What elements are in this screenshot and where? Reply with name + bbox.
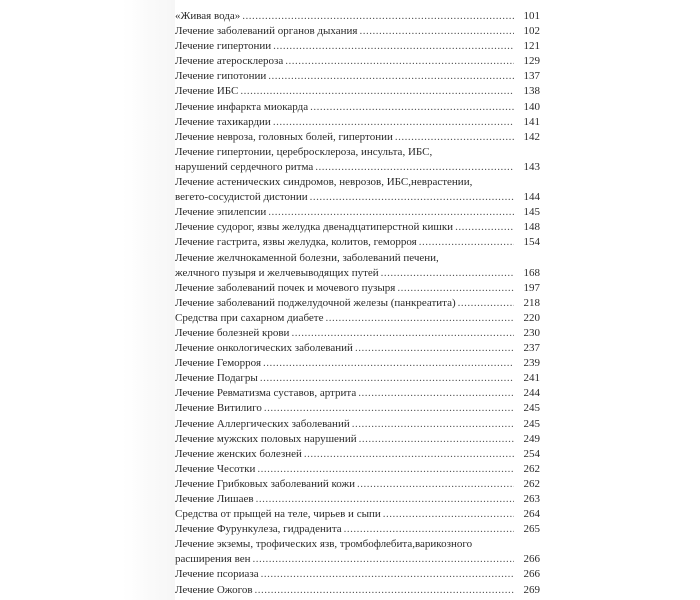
toc-entry-page: 254	[523, 447, 540, 460]
toc-dot-leader	[355, 341, 514, 356]
toc-entry-line	[175, 9, 540, 24]
toc-dot-leader	[315, 160, 514, 175]
toc-entry-page: 144	[523, 191, 540, 204]
toc-dot-leader	[360, 24, 515, 39]
toc-dot-leader	[268, 205, 514, 220]
toc-entry	[175, 386, 540, 401]
toc-entry-line	[175, 462, 540, 477]
toc-entry-page: 168	[523, 266, 540, 279]
toc-entry	[175, 39, 540, 54]
toc-entry-title: Лечение заболеваний почек и мочевого пузыря	[175, 281, 396, 294]
toc-entry-page: 237	[523, 342, 540, 355]
toc-entry-line	[175, 432, 540, 447]
toc-entry-line	[175, 24, 540, 39]
toc-entry	[175, 100, 540, 115]
toc-entry-page: 265	[523, 523, 540, 536]
toc-entry-page: 143	[523, 160, 540, 173]
toc-entry-line	[175, 417, 540, 432]
toc-entry	[175, 507, 540, 522]
toc-entry-title-first-line: Лечение экземы, трофических язв, тромбофлебита,варикозного	[175, 538, 473, 551]
toc-entry	[175, 432, 540, 447]
toc-entry-line	[175, 190, 540, 205]
toc-entry	[175, 417, 540, 432]
toc-entry-title: Лечение болезней крови	[175, 326, 290, 339]
toc-entry-title: Лечение Грибковых заболеваний кожи	[175, 477, 355, 490]
toc-entry-page: 264	[523, 508, 540, 521]
toc-entry-page: 239	[523, 357, 540, 370]
toc-dot-leader	[325, 311, 514, 326]
toc-entry-page: 249	[523, 432, 540, 445]
toc-entry	[175, 311, 540, 326]
toc-dot-leader	[242, 9, 514, 24]
toc-entry	[175, 9, 540, 24]
toc-entry-page: 141	[523, 115, 540, 128]
toc-dot-leader	[344, 522, 514, 537]
toc-entry	[175, 522, 540, 537]
toc-entry-page: 101	[523, 10, 540, 22]
toc-entry-line	[175, 507, 540, 522]
toc-entry-title: Лечение мужских половых нарушений	[175, 432, 357, 445]
toc-entry	[175, 567, 540, 582]
toc-entry-title: вегето-сосудистой дистонии	[175, 191, 308, 204]
toc-entry-page: 230	[523, 326, 540, 339]
toc-entry-line	[175, 386, 540, 401]
toc-entry-title: Лечение заболеваний поджелудочной железы (панкреатита)	[175, 296, 456, 309]
toc-entry-line	[175, 477, 540, 492]
toc-dot-leader	[310, 100, 514, 115]
toc-entry-line	[175, 447, 540, 462]
toc-entry-page: 137	[523, 70, 540, 83]
toc-entry-line	[175, 567, 540, 582]
toc-entry-line	[175, 205, 540, 220]
toc-entry-line	[175, 84, 540, 99]
toc-entry	[175, 492, 540, 507]
toc-entry-page: 241	[523, 372, 540, 385]
toc-entry-line	[175, 130, 540, 145]
toc-dot-leader	[458, 296, 514, 311]
toc-dot-leader	[455, 220, 514, 235]
toc-entry-page: 138	[523, 85, 540, 98]
toc-dot-leader	[253, 552, 515, 567]
toc-entry-line	[175, 235, 540, 250]
toc-entry-title: Лечение Подагры	[175, 372, 258, 385]
toc-entry-title: Лечение Ревматизма суставов, артрита	[175, 387, 357, 400]
toc-entry-line	[175, 39, 540, 54]
page-gutter	[0, 0, 175, 600]
toc-entry-title: Лечение гипотонии	[175, 70, 267, 83]
toc-dot-leader	[395, 130, 514, 145]
toc-dot-leader	[310, 190, 514, 205]
table-of-contents	[175, 9, 540, 598]
toc-entry-title: Лечение Чесотки	[175, 462, 256, 475]
toc-entry-title: Лечение невроза, головных болей, гипертонии	[175, 130, 393, 143]
toc-entry	[175, 175, 540, 205]
toc-entry-page: 142	[523, 130, 540, 143]
toc-entry-title: Лечение Фурункулеза, гидраденита	[175, 523, 342, 536]
toc-entry	[175, 477, 540, 492]
toc-entry-title: Лечение Лишаев	[175, 493, 254, 505]
toc-entry	[175, 281, 540, 296]
toc-entry-line	[175, 115, 540, 130]
toc-entry-title: Лечение Геморроя	[175, 357, 262, 370]
toc-entry	[175, 296, 540, 311]
toc-entry-page: 220	[523, 311, 540, 324]
toc-entry-page: 262	[523, 477, 540, 490]
toc-entry-page: 244	[523, 387, 540, 400]
toc-entry-title: Лечение эпилепсии	[175, 206, 267, 219]
toc-dot-leader	[261, 567, 514, 582]
toc-entry-page: 269	[523, 583, 540, 596]
toc-entry-page: 266	[523, 553, 540, 566]
toc-entry-line	[175, 160, 540, 175]
toc-entry	[175, 447, 540, 462]
toc-dot-leader	[285, 54, 514, 69]
toc-dot-leader	[255, 583, 514, 598]
toc-entry-line	[175, 311, 540, 326]
toc-entry-page: 129	[523, 55, 540, 68]
toc-entry-line	[175, 341, 540, 356]
toc-entry-title-first-line: Лечение астенических синдромов, неврозов, ИБС,неврастении,	[175, 176, 473, 189]
toc-entry	[175, 462, 540, 477]
toc-entry	[175, 84, 540, 99]
toc-entry-page: 154	[523, 236, 540, 249]
toc-dot-leader	[256, 492, 514, 507]
toc-entry	[175, 235, 540, 250]
toc-entry-page: 140	[523, 100, 540, 113]
toc-entry-line	[175, 296, 540, 311]
toc-entry	[175, 130, 540, 145]
toc-entry	[175, 145, 540, 175]
toc-entry-title: Лечение женских болезней	[175, 447, 302, 460]
toc-entry	[175, 371, 540, 386]
toc-entry	[175, 326, 540, 341]
toc-entry-title: Лечение атеросклероза	[175, 55, 284, 68]
toc-entry-line	[175, 69, 540, 84]
toc-entry	[175, 220, 540, 235]
toc-dot-leader	[260, 371, 514, 386]
toc-entry	[175, 401, 540, 416]
toc-entry-page: 148	[523, 221, 540, 234]
toc-entry-page: 245	[523, 417, 540, 430]
toc-entry-page: 266	[523, 568, 540, 581]
toc-entry-page: 121	[523, 40, 540, 53]
toc-entry-title: Лечение онкологических заболеваний	[175, 342, 353, 355]
toc-entry-line	[175, 100, 540, 115]
toc-dot-leader	[264, 401, 514, 416]
toc-dot-leader	[419, 235, 514, 250]
toc-entry-title: расширения вен	[175, 553, 251, 566]
toc-entry-line	[175, 401, 540, 416]
toc-entry	[175, 251, 540, 281]
toc-entry-line	[175, 220, 540, 235]
toc-entry-title: Лечение судорог, язвы желудка двенадцатиперстной кишки	[175, 221, 454, 234]
toc-entry-title: Лечение Ожогов	[175, 583, 253, 596]
toc-dot-leader	[273, 115, 514, 130]
toc-entry-title: Средства при сахарном диабете	[175, 311, 324, 324]
toc-dot-leader	[257, 462, 514, 477]
toc-entry-title: «Живая вода»	[175, 10, 241, 22]
toc-entry-title: Лечение тахикардии	[175, 115, 271, 128]
toc-entry-title: Лечение Аллергических заболеваний	[175, 417, 350, 430]
toc-entry-title-first-line: Лечение гипертонии, церебросклероза, инсульта, ИБС,	[175, 145, 433, 158]
toc-entry-line	[175, 281, 540, 296]
toc-entry-title: Лечение псориаза	[175, 568, 259, 581]
toc-entry-title: Лечение Витилиго	[175, 402, 262, 415]
toc-entry-page: 145	[523, 206, 540, 219]
toc-dot-leader	[304, 447, 514, 462]
toc-entry-line	[175, 522, 540, 537]
toc-entry	[175, 583, 540, 598]
toc-entry	[175, 54, 540, 69]
toc-entry-line	[175, 356, 540, 371]
toc-entry-line	[175, 371, 540, 386]
toc-entry	[175, 356, 540, 371]
toc-dot-leader	[397, 281, 514, 296]
toc-entry	[175, 69, 540, 84]
toc-entry-line	[175, 583, 540, 598]
toc-dot-leader	[291, 326, 514, 341]
toc-dot-leader	[263, 356, 514, 371]
toc-entry-title: Лечение заболеваний органов дыхания	[175, 25, 358, 38]
toc-entry-page: 263	[523, 493, 540, 505]
toc-dot-leader	[357, 477, 514, 492]
toc-entry-page: 245	[523, 402, 540, 415]
toc-entry-title: желчного пузыря и желчевыводящих путей	[175, 266, 379, 279]
toc-entry-line	[175, 326, 540, 341]
toc-dot-leader	[273, 39, 514, 54]
toc-dot-leader	[352, 417, 514, 432]
toc-entry-title: Лечение инфаркта миокарда	[175, 100, 309, 113]
toc-entry-line	[175, 266, 540, 281]
toc-entry-title: Средства от прыщей на теле, чирьев и сыпи	[175, 508, 381, 521]
toc-entry-line	[175, 54, 540, 69]
toc-entry	[175, 341, 540, 356]
toc-dot-leader	[268, 69, 514, 84]
toc-entry	[175, 115, 540, 130]
toc-dot-leader	[381, 266, 514, 281]
toc-entry	[175, 205, 540, 220]
toc-dot-leader	[383, 507, 514, 522]
toc-entry-page: 102	[523, 25, 540, 38]
toc-entry-title: Лечение гипертонии	[175, 40, 272, 53]
toc-entry-title: нарушений сердечного ритма	[175, 160, 314, 173]
toc-entry	[175, 24, 540, 39]
toc-entry-page: 197	[523, 281, 540, 294]
toc-dot-leader	[240, 84, 514, 99]
toc-entry-title-first-line: Лечение желчнокаменной болезни, заболеваний печени,	[175, 251, 439, 264]
toc-entry-page: 262	[523, 462, 540, 475]
toc-entry-title: Лечение гастрита, язвы желудка, колитов, геморроя	[175, 236, 417, 249]
toc-entry	[175, 537, 540, 567]
toc-entry-page: 218	[523, 296, 540, 309]
toc-entry-line	[175, 492, 540, 507]
toc-entry-title: Лечение ИБС	[175, 85, 239, 98]
toc-dot-leader	[358, 386, 514, 401]
toc-entry-line	[175, 552, 540, 567]
toc-dot-leader	[359, 432, 514, 447]
